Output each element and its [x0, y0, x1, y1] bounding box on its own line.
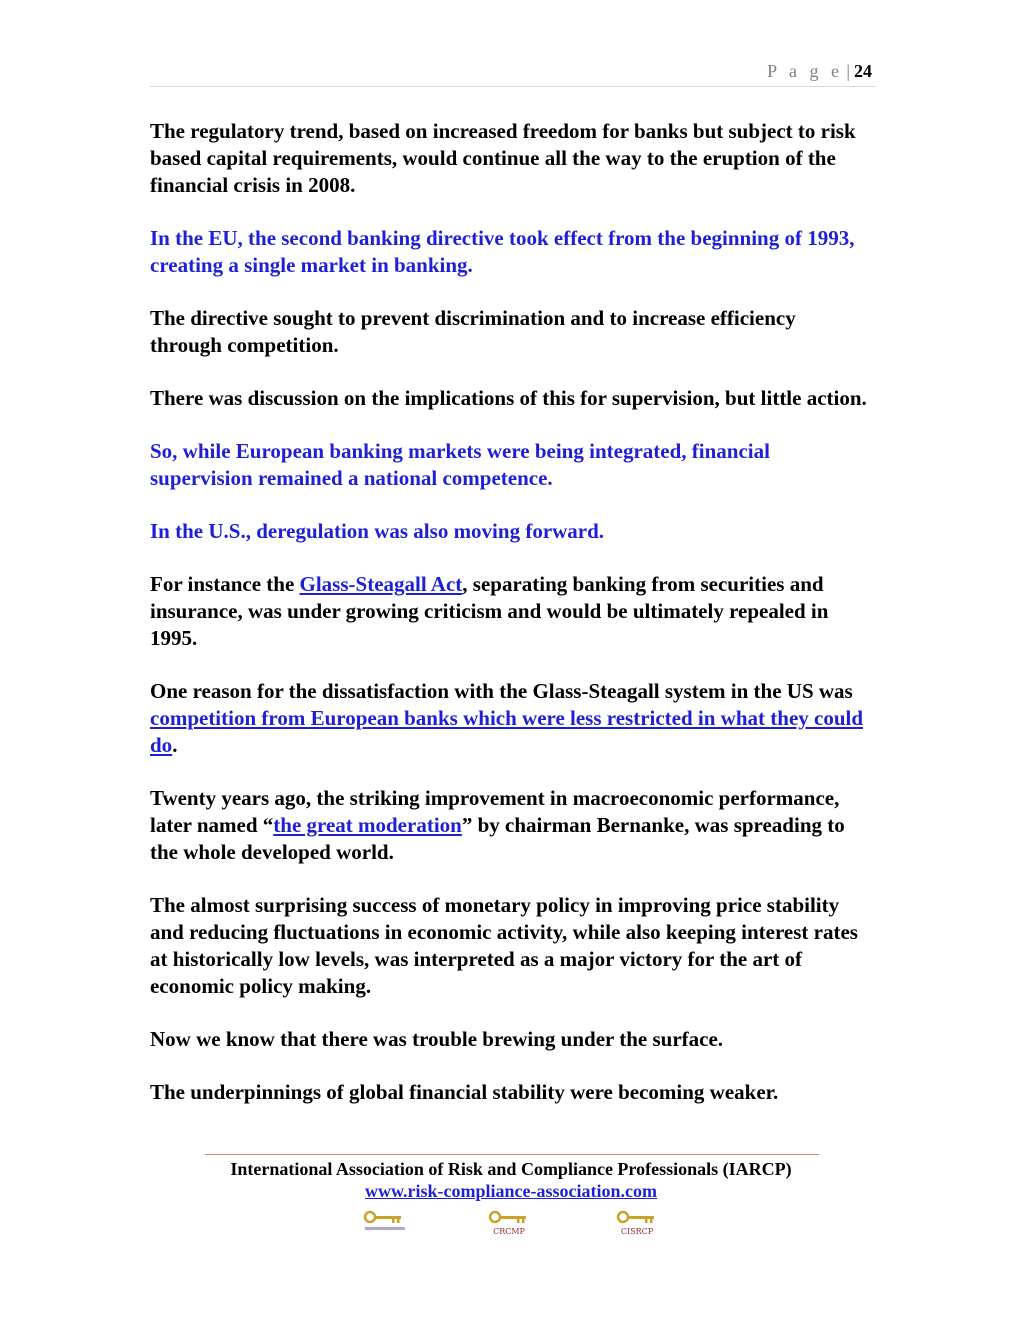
document-body — [150, 118, 872, 1132]
paragraph-12 — [150, 1079, 872, 1106]
paragraph-6-text: In the U.S., deregulation was also moving forward. — [150, 519, 605, 543]
paragraph-5 — [150, 438, 872, 492]
footer-divider — [205, 1154, 819, 1155]
page-separator: | — [846, 61, 850, 81]
paragraph-8-text-after: . — [172, 733, 178, 757]
paragraph-3-text: The directive sought to prevent discrimination and to increase efficiency through competition. — [150, 306, 796, 357]
page-number: 24 — [854, 61, 872, 81]
paragraph-8-text-before: One reason for the dissatisfaction with the Glass-Steagall system in the US was — [150, 679, 853, 703]
paragraph-9-text-before: Twenty years ago, the striking improvement in macroeconomic performance, later named “ — [150, 786, 840, 837]
paragraph-9 — [150, 785, 872, 866]
great-moderation-link[interactable]: the great moderation — [273, 813, 462, 837]
paragraph-7-text-before: For instance the — [150, 572, 300, 596]
paragraph-10-text: The almost surprising success of monetary policy in improving price stability and reducing fluctuations in economic activity, while also keeping interest rates at historically low levels, was interpreted as a major victory for the art of economic policy making. — [150, 893, 858, 998]
paragraph-8 — [150, 678, 872, 759]
paragraph-3 — [150, 305, 872, 359]
key-logo-icon — [487, 1208, 535, 1238]
paragraph-2 — [150, 225, 872, 279]
paragraph-12-text: The underpinnings of global financial stability were becoming weaker. — [150, 1080, 779, 1104]
page-label: P a g e — [767, 61, 843, 81]
paragraph-1-text: The regulatory trend, based on increased freedom for banks but subject to risk based capital requirements, would continue all the way to the eruption of the financial crisis in 2008. — [150, 119, 856, 197]
paragraph-2-text: In the EU, the second banking directive took effect from the beginning of 1993, creating a single market in banking. — [150, 226, 855, 277]
paragraph-7-text-after: , separating banking from securities and insurance, was under growing criticism and would be ultimately repealed in 1995. — [150, 572, 829, 650]
paragraph-11-text: Now we know that there was trouble brewing under the surface. — [150, 1027, 724, 1051]
website-link[interactable]: www.risk-compliance-association.com — [365, 1181, 657, 1201]
paragraph-5-text: So, while European banking markets were being integrated, financial supervision remained a national competence. — [150, 439, 770, 490]
footer-url — [150, 1180, 872, 1202]
logo-3-caption: CISRCP — [620, 1227, 654, 1236]
paragraph-4-text: There was discussion on the implications of this for supervision, but little action. — [150, 386, 867, 410]
paragraph-6 — [150, 518, 872, 545]
paragraph-4 — [150, 385, 872, 412]
logo-2-caption: CRCMP — [493, 1227, 525, 1236]
paragraph-11 — [150, 1026, 872, 1053]
key-logo-icon — [362, 1208, 410, 1238]
paragraph-9-text-after: ” by chairman Bernanke, was spreading to the whole developed world. — [150, 813, 845, 864]
footer-organization: International Association of Risk and Compliance Professionals (IARCP) — [230, 1159, 792, 1179]
paragraph-7 — [150, 571, 872, 652]
european-banks-competition-link[interactable]: competition from European banks which were less restricted in what they could do — [150, 706, 864, 757]
glass-steagall-act-link[interactable]: Glass-Steagall Act — [299, 572, 463, 596]
page-header — [150, 58, 876, 87]
key-logo-icon — [615, 1208, 663, 1238]
paragraph-10 — [150, 892, 872, 1000]
paragraph-1 — [150, 118, 872, 199]
